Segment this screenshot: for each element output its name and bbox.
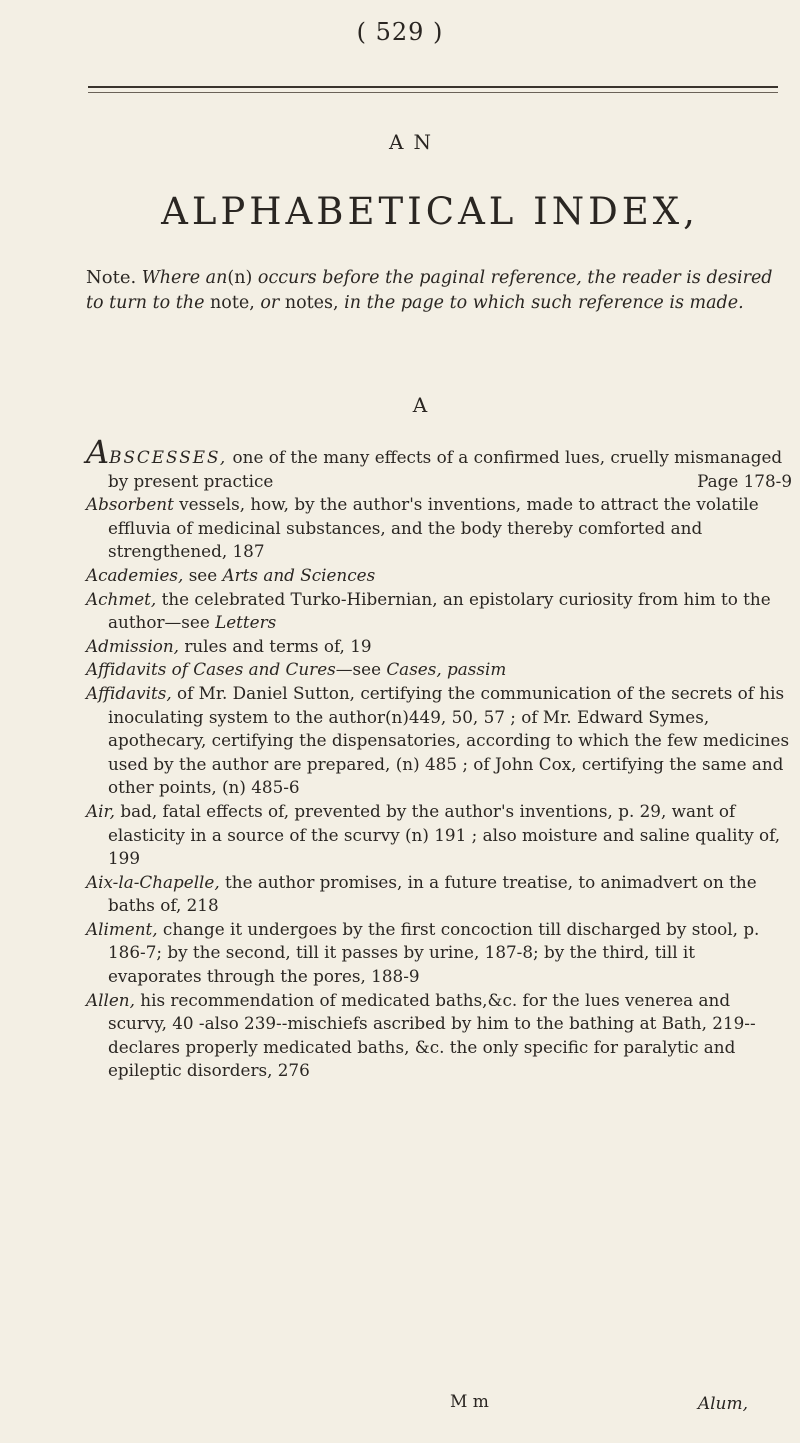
entry-text: of Mr. Daniel Sutton, certifying the communication of the secrets of his inoculating system to the author(n)449, 50, 57 ; of Mr. Edward Symes, apothecary, certifying the dispensatories, according to which the few medicines used by the author are prepared, (n) 485 ; of John Cox, certifying the same and other points, (n) 485-6 [108,682,790,798]
note-text-3: or [260,293,280,313]
index-entry [86,682,792,800]
signature-mark: M m [450,1392,489,1412]
entry-head: Aix-la-Chapelle, [86,871,220,892]
entry-head: Aliment, [86,918,158,939]
note-text-2: occurs before the paginal reference, the reader is desired to turn to the [86,268,773,313]
entry-head: Affidavits, [86,682,172,703]
entry-head: Allen, [86,989,135,1010]
entry-head: Affidavits of Cases and Cures [86,659,336,680]
entry-head: Achmet, [86,588,157,609]
entry-text: see [183,564,223,585]
index-entry [86,588,792,635]
entry-text: his recommendation of medicated baths,&c. for the lues venerea and scurvy, 40 -also 239--mischiefs ascribed by him to the bathing at Bath, 219--declares properly medicated baths, &c. the only specific for paralytic and epileptic disorders, 276 [108,989,756,1081]
entry-head: Absorbent [86,494,174,515]
index-entries [86,433,792,1083]
entry-text: change it undergoes by the first concoction till discharged by stool, p. 186-7; by the second, till it passes by urine, 187-8; by the third, till it evaporates through the pores, 188-9 [108,918,760,987]
entry-text: bad, fatal effects of, prevented by the author's inventions, p. 29, want of elasticity in a source of the scurvy (n) 191 ; also moisture and saline quality of, 199 [108,800,781,869]
index-entry [86,918,792,989]
entry-text: —see [335,659,387,680]
section-letter: A [412,393,428,417]
page-number: ( 529 ) [356,18,444,46]
index-entry [86,635,792,659]
entry-cross-ref: Letters [215,612,277,633]
entry-head: Admission, [86,635,179,656]
entry-head: Air, [86,800,115,821]
entry-text: one of the many effects of a confirmed lues, cruelly mismanaged by present practice [108,447,783,491]
entry-cross-ref: Arts and Sciences [222,564,376,585]
index-entry [86,800,792,871]
page-title: ALPHABETICAL INDEX, [161,190,699,233]
note-text-4: in the page to which such reference is made. [344,293,744,313]
entry-text: the celebrated Turko-Hibernian, an epistolary curiosity from him to the author—see [108,588,771,633]
note-word-notes: notes, [284,293,339,313]
index-note [86,265,786,316]
header-rule-thin [88,92,778,93]
index-entry [86,564,792,588]
entry-cross-ref: Cases, passim [386,659,507,680]
title-article: AN [389,130,441,154]
entry-text: rules and terms of, 19 [178,635,372,656]
entry-dropcap: A [86,433,110,471]
note-word-note: note, [210,293,255,313]
index-entry [86,493,792,564]
page-footer [0,1392,800,1418]
catchword: Alum, [697,1394,748,1414]
note-marker: (n) [227,268,253,288]
entry-text: the author promises, in a future treatise, to animadvert on the baths of, 218 [108,871,757,916]
index-entry [86,989,792,1083]
note-lead: Note. [86,267,137,288]
index-entry [86,658,792,682]
index-entry [86,871,792,918]
entry-head: BSCESSES, [109,447,228,467]
index-entry [86,433,792,493]
entry-head: Academies, [86,564,184,585]
header-rule [88,86,778,88]
entry-page-ref: Page 178-9 [697,470,792,491]
entry-text: vessels, how, by the author's inventions, made to attract the volatile effluvia of medicinal substances, and the body thereby comforted and strengthened, 187 [108,494,759,562]
note-text-1: Where an [141,268,228,288]
